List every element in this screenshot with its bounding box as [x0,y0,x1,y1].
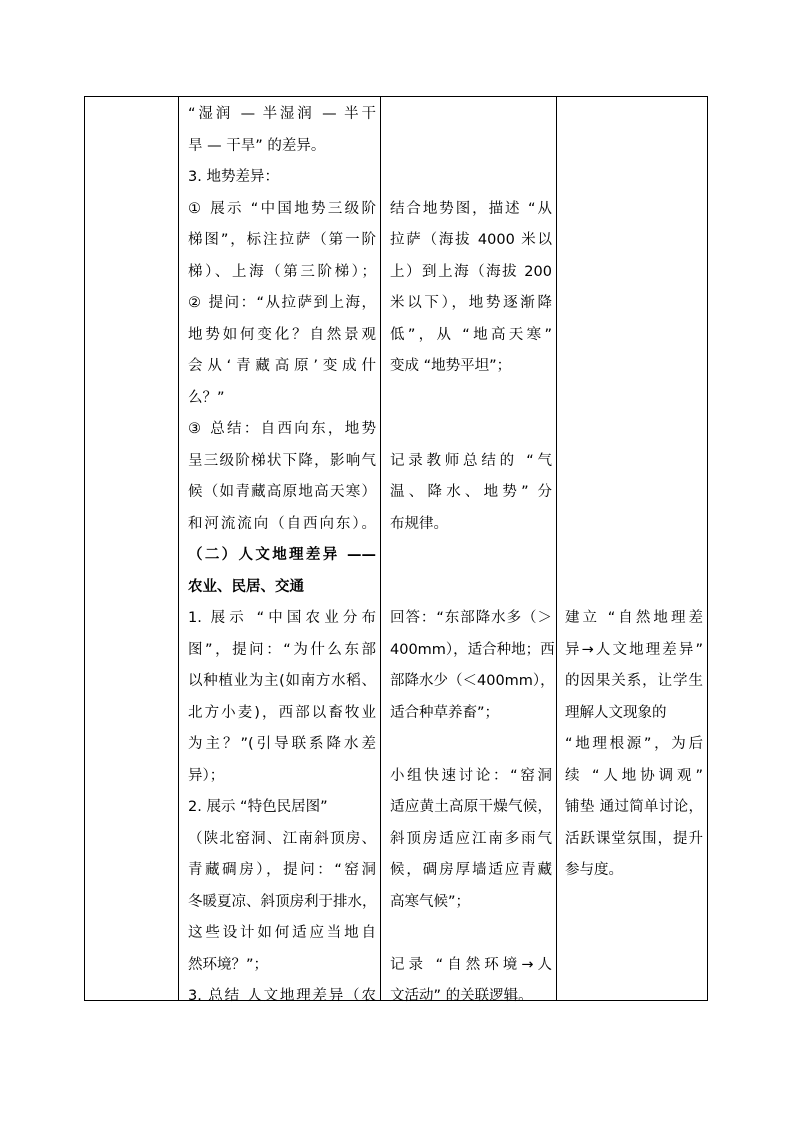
text-line: 这些设计如何适应当地自 [188,925,376,941]
text-line [390,99,552,131]
cell-student-activity [390,99,555,1013]
text-line: ③ 总结：自西向东，地势 [188,421,376,437]
text-line: 图”，提问：“为什么东部 [188,641,376,658]
column-divider-3 [556,97,557,1000]
text-line: 呈三级阶梯状下降，影响气 [188,452,376,469]
text-line [390,131,552,163]
text-line: 农业、民居、交通 [188,578,304,595]
text-line: ① 展示 “中国地势三级阶 [188,200,376,217]
text-line [565,194,703,226]
text-line: 记录 “自然环境→人 [390,956,552,973]
text-line: 参与度。 [565,862,623,878]
text-line: 会从‘青藏高原’变成什 [188,358,376,374]
text-line: 的因果关系，让学生 [565,673,703,689]
text-line [565,509,703,541]
text-line: 400mm），适合种地；西 [390,641,555,658]
text-line: 上）到上海（海拔 200 [390,263,552,280]
text-line: （二）人文地理差异 —— [188,547,376,563]
text-line: 么？” [188,389,225,406]
text-line: 回答：“东部降水多（＞ [390,610,552,626]
text-line [565,225,703,257]
text-line: 拉萨（海拔 4000 米以 [390,232,552,248]
text-line: 温、降水、地势” 分 [390,484,552,500]
text-line [565,320,703,352]
text-line [390,383,552,415]
text-line [390,162,552,194]
text-line: 变成 “地势平坦”； [390,358,512,374]
text-line: （陕北窑洞、江南斜顶房、 [188,830,376,847]
text-line [565,99,703,131]
text-line: 1. 展示 “中国农业分布 [188,610,376,626]
text-line: 候，碉房厚墙适应青藏 [390,862,552,878]
text-line [565,446,703,478]
text-line [565,288,703,320]
text-line [565,540,703,572]
text-line: 米以下），地势逐渐降 [390,295,552,311]
text-line: 部降水少（＜400mm）， [390,673,555,689]
column-divider-1 [178,97,179,1000]
text-line [390,572,552,604]
text-line [390,918,552,950]
text-line: 适合种草养畜”； [390,704,500,721]
text-line [390,729,552,761]
text-line: ② 提问：“从拉萨到上海， [188,295,376,311]
text-line: 适应黄土高原干燥气候， [390,799,552,815]
text-line: 北方小麦)，西部以畜牧业 [188,704,376,721]
lesson-plan-table [84,96,708,1004]
text-line: 斜顶房适应江南多雨气 [390,830,552,847]
text-line: 青藏碉房），提问：“窑洞 [188,862,376,878]
cell-teacher-activity [188,99,376,1013]
text-line [565,414,703,446]
text-line [565,162,703,194]
text-line: 活跃课堂氛围，提升 [565,830,703,847]
text-line: 和河流流向（自西向东）。 [188,515,376,532]
text-line: 为主？”(引导联系降水差 [188,736,376,752]
text-line: 候（如青藏高原地高天寒） [188,484,376,500]
text-line: 高寒气候”； [390,893,471,910]
text-line [565,131,703,163]
text-line: 异）； [188,767,225,784]
text-line: 2. 展示 “特色民居图” [188,799,328,815]
text-line: 3. 地势差异： [188,169,279,185]
text-line: 小组快速讨论：“窑洞 [390,767,552,784]
text-line [390,540,552,572]
text-line: 地势如何变化？自然景观 [188,326,376,343]
text-line [565,572,703,604]
text-line: 3. 总结 人文地理差异（农 [188,988,376,1004]
text-line: 异→人文地理差异” [565,641,703,658]
text-line: 建立 “自然地理差 [565,610,703,626]
text-line [565,351,703,383]
text-line [390,414,552,446]
text-line: 布规律。 [390,515,448,532]
cell-design-intent [565,99,703,887]
text-line: 续 “人地协调观” [565,767,703,784]
text-line: 文活动” 的关联逻辑。 [390,988,533,1004]
column-divider-2 [380,97,381,1000]
text-line [565,477,703,509]
text-line: 低”，从 “地高天寒” [390,326,552,343]
text-line: 以种植业为主(如南方水稻、 [188,673,376,689]
text-line [565,383,703,415]
text-line: 梯图”，标注拉萨（第一阶 [188,232,376,248]
text-line: 理解人文现象的 [565,704,667,721]
text-line: “地理根源”，为后 [565,736,703,752]
text-line: “湿润 — 半湿润 — 半干 [188,106,376,122]
text-line: 梯）、上海（第三阶梯）； [188,263,376,280]
text-line: 铺垫 通过简单讨论， [565,799,703,815]
text-line: 冬暖夏凉、斜顶房利于排水， [188,893,377,910]
text-line: 然环境？”； [188,956,269,973]
text-line: 结合地势图，描述 “从 [390,200,552,217]
text-line [565,257,703,289]
text-line: 记录教师总结的 “气 [390,452,552,469]
text-line: 旱 — 干旱” 的差异。 [188,137,326,154]
